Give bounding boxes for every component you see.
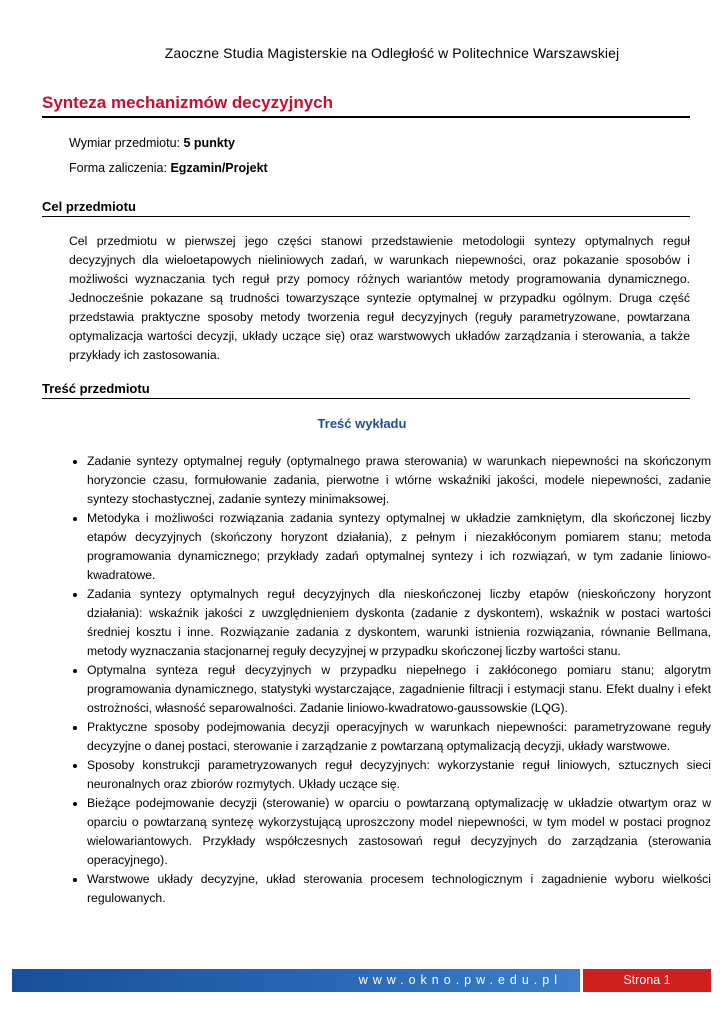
section-heading-goal: Cel przedmiotu [42, 199, 690, 217]
course-scope-label: Wymiar przedmiotu: [69, 136, 184, 150]
list-item: • Warstwowe układy decyzyjne, układ sterowania procesem technologicznym i zagadnienie wyboru wielkości regulowanych. [87, 870, 711, 908]
footer-website-link[interactable]: www.okno.pw.edu.pl [12, 969, 580, 992]
course-scope [69, 136, 235, 150]
list-item: • Bieżące podejmowanie decyzji (sterowanie) w oparciu o powtarzaną optymalizację w układzie otwartym oraz w oparciu o powtarzaną syntezę wykorzystującą uproszczony model niepewności, w tym model w postaci prognoz wielowariantowych. Przykłady współczesnych zastosowań reguł decyzyjnych do zarządzania (sterowania operacyjnego). [87, 794, 711, 870]
lecture-topics-list [66, 452, 711, 908]
section-heading-content: Treść przedmiotu [42, 381, 690, 399]
course-scope-value: 5 punkty [183, 136, 235, 150]
lecture-content-heading: Treść wykładu [317, 416, 407, 431]
list-item: • Zadania syntezy optymalnych reguł decyzyjnych dla nieskończonej liczby etapów (nieskończony horyzont działania): wskaźnik jakości z uwzględnieniem dyskonta (zadanie z dyskontem), wskaźnik w postaci wartości średniej kosztu i inne. Rozwiązanie zadania z dyskontem, warunki istnienia rozwiązania, równanie Bellmana, metody wyznaczania stacjonarnej reguły decyzyjnej w przypadku skończonej liczby wartości stanu. [87, 585, 711, 661]
list-item: • Praktyczne sposoby podejmowania decyzji operacyjnych w warunkach niepewności: parametryzowane reguły decyzyjne o danej postaci, sterowanie i zarządzanie z powtarzaną optymalizacją decyzji, układy warstwowe. [87, 718, 711, 756]
list-item: • Optymalna synteza reguł decyzyjnych w przypadku niepełnego i zakłóconego pomiaru stanu; algorytm programowania dynamicznego, statystyki wystarczające, zagadnienie filtracji i estymacji stanu. Efekt dualny i efekt ostrożności, własność separowalności. Zadanie liniowo-kwadratowo-gaussowskie (LQG). [87, 661, 711, 718]
page-footer [12, 969, 712, 992]
assessment-form [69, 161, 268, 175]
list-item: • Zadanie syntezy optymalnej reguły (optymalnego prawa sterowania) w warunkach niepewności na skończonym horyzoncie czasu, formułowanie zadania, pierwotne i wtórne wskaźniki jakości, modele niepewności, zadanie syntezy stochastycznej, zadanie syntezy minimaksowej. [87, 452, 711, 509]
list-item: • Metodyka i możliwości rozwiązania zadania syntezy optymalnej w układzie zamkniętym, dla skończonej liczby etapów decyzyjnych (skończony horyzont działania), z pełnym i niezakłóconym pomiarem stanu; metoda programowania dynamicznego; przykłady zadań optymalnej syntezy i ich rozwiązań, w tym zadanie liniowo-kwadratowe. [87, 509, 711, 585]
document-title: Synteza mechanizmów decyzyjnych [42, 93, 690, 118]
institution-header: Zaoczne Studia Magisterskie na Odległość w Politechnice Warszawskiej [164, 45, 620, 61]
goal-paragraph: Cel przedmiotu w pierwszej jego części stanowi przedstawienie metodologii syntezy optymalnych reguł decyzyjnych dla wieloetapowych nieliniowych zadań, w warunkach niepewności, oraz pokazanie sposobów i możliwości wyznaczania tych reguł przy pomocy różnych wariantów metody programowania dynamicznego. Jednocześnie pokazane są trudności towarzyszące syntezie optymalnej w przypadku ogólnym. Druga część przedstawia praktyczne sposoby metody tworzenia reguł decyzyjnych (reguły parametryzowane, powtarzana optymalizacja wartości decyzji, układy uczące się) oraz warstwowych układów zarządzania i sterowania, a także przykłady ich zastosowania. [69, 234, 690, 362]
page-number: Strona 1 [583, 969, 711, 992]
list-item: • Sposoby konstrukcji parametryzowanych reguł decyzyjnych: wykorzystanie reguł liniowych, sztucznych sieci neuronalnych oraz zbiorów rozmytych. Układy uczące się. [87, 756, 711, 794]
assessment-form-label: Forma zaliczenia: [69, 161, 171, 175]
assessment-form-value: Egzamin/Projekt [170, 161, 268, 175]
